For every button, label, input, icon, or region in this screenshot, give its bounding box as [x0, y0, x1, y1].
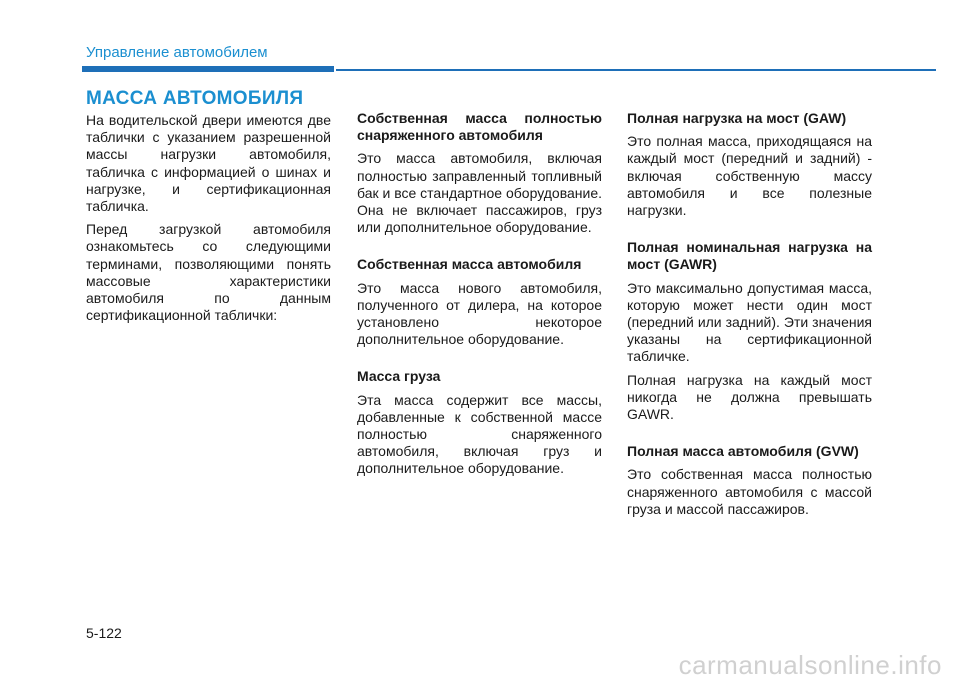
subheading: Полная масса автомобиля (GVW) — [627, 443, 859, 460]
paragraph: На водительской двери имеются две таблички с указанием разрешенной массы нагрузки автомобиля, табличка с информацией о шинах и нагрузке, и сертификационная табличка. — [86, 112, 331, 215]
subheading: Собственная масса автомобиля — [357, 256, 582, 273]
header-rule-thick — [82, 66, 334, 72]
subheading: Полная номинальная нагрузка на мост (GAWR) — [627, 239, 872, 273]
paragraph: Это собственная масса полностью снаряженного автомобиля с массой груза и массой пассажиров. — [627, 466, 872, 517]
paragraph: Это максимально допустимая масса, которую может нести один мост (передний или задний). Эти значения указаны на сертификационной табличке. — [627, 279, 872, 365]
subheading: Масса груза — [357, 368, 441, 385]
paragraph: Перед загрузкой автомобиля ознакомьтесь со следующими терминами, позволяющими понять массовые характеристики автомобиля по данным сертификационной таблички: — [86, 221, 331, 324]
watermark: carmanualsonline.info — [678, 650, 942, 680]
page-number: 5-122 — [86, 625, 122, 641]
column-1 — [86, 112, 331, 330]
header-rule-thin — [336, 69, 936, 71]
paragraph: Это масса нового автомобиля, полученного от дилера, на которое установлено некоторое дополнительное оборудование. — [357, 279, 602, 348]
subheading: Собственная масса полностью снаряженного автомобиля — [357, 110, 602, 144]
section-title: МАССА АВТОМОБИЛЯ — [86, 88, 304, 109]
paragraph: Это полная масса, приходящаяся на каждый мост (передний и задний) - включая собственную массу автомобиля и все полезные нагрузки. — [627, 133, 872, 219]
subheading: Полная нагрузка на мост (GAW) — [627, 110, 847, 126]
paragraph: Полная нагрузка на каждый мост никогда не должна превышать GAWR. — [627, 371, 872, 423]
running-header: Управление автомобилем — [86, 44, 268, 61]
column-2 — [357, 110, 602, 484]
paragraph: Эта масса содержит все массы, добавленные к собственной массе полностью снаряженного автомобиля, включая груз и дополнительное оборудование. — [357, 391, 602, 477]
paragraph: Это масса автомобиля, включая полностью заправленный топливный бак и все стандартное оборудование. Она не включает пассажиров, груз или дополнительное оборудование. — [357, 150, 602, 236]
column-3 — [627, 110, 872, 524]
